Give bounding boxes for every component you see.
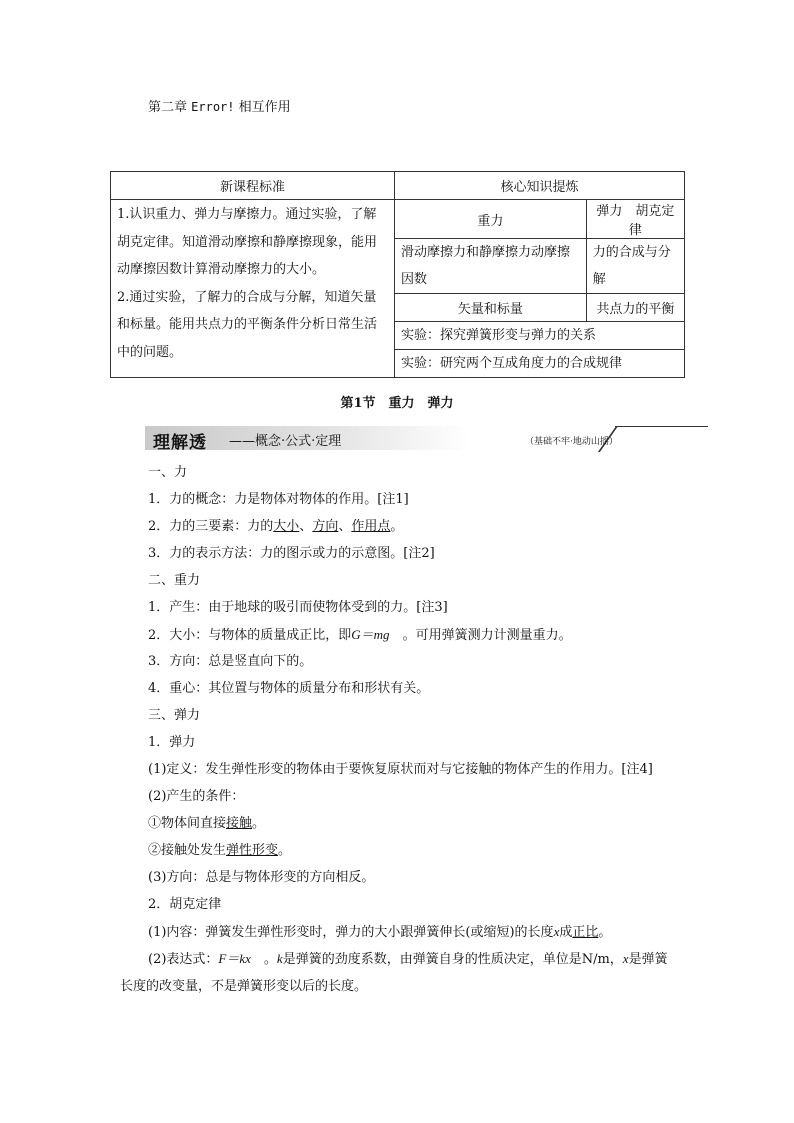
content-body [120,459,680,1000]
text: 。 [278,843,292,858]
text: 2．大小：与物体的质量成正比，即 [148,628,352,643]
text: ②接触处发生 [148,843,227,858]
gravity-magnitude [120,621,680,648]
variable: k [276,951,283,966]
knowledge-friction: 滑动摩擦力和静摩擦力动摩擦因数 [395,239,587,294]
chapter-title [148,96,291,115]
text: 正比 [572,925,599,940]
knowledge-composition: 力的合成与分解 [586,239,684,294]
text: 弹性形变 [226,843,279,858]
text: 方向 [312,519,339,534]
gravity-direction: 3．方向：总是竖直向下的。 [148,654,313,669]
section-title: 第1节 重力 弹力 [340,396,454,411]
text: 接触 [226,816,253,831]
formula: G＝mg [351,627,390,642]
variable: x [622,951,629,966]
formula: F＝kx [218,951,251,966]
gravity-origin: 1．产生：由于地球的吸引而使物体受到的力。[注3] [148,600,448,615]
variable: x [553,924,560,939]
text: ①物体间直接 [148,816,227,831]
gravity-center: 4．重心：其位置与物体的质量分布和形状有关。 [148,681,430,696]
elastic-conditions: (2)产生的条件： [148,789,245,804]
elastic-title: 1．弹力 [148,735,196,750]
text: 。 [598,925,612,940]
knowledge-experiment-1: 实验：探究弹簧形变与弹力的关系 [395,322,685,350]
knowledge-equilibrium: 共点力的平衡 [586,294,684,322]
banner-main: 理解透 [153,433,207,453]
heading-force: 一、力 [148,465,188,480]
text: (1)内容：弹簧发生弹性形变时，弹力的大小跟弹簧伸长(或缩短)的长度 [148,925,554,940]
knowledge-vector: 矢量和标量 [395,294,587,322]
text: (1)定义：发生弹性形变的物体由于要恢复原状而对与它接触的物体产生的作用力。[注4] [148,762,653,777]
text: 是弹簧的劲度系数，由弹簧自身的性质决定，单位是N/m， [282,952,623,967]
text: 。可用弹簧测力计测量重力。 [389,628,572,643]
hooke-content [120,918,680,945]
chapter-prefix: 第二章 [148,100,188,115]
knowledge-elastic: 弹力 胡克定律 [586,200,684,239]
text: (2)表达式： [148,952,219,967]
hooke-expression [120,945,680,1000]
text: 。 [252,816,266,831]
heading-gravity: 二、重力 [148,573,201,588]
text: 。 [390,519,404,534]
text: 、 [299,519,313,534]
knowledge-experiment-2: 实验：研究两个互成角度力的合成规律 [395,350,685,378]
text: 是弹簧长度的改变量，不是弹簧形变以后的长度。 [120,952,668,994]
condition-deformation [120,837,680,864]
elastic-direction: (3)方向：总是与物体形变的方向相反。 [148,870,375,885]
text: 2．力的三要素：力的 [148,519,274,534]
banner-line [615,426,708,427]
force-representation: 3．力的表示方法：力的图示或力的示意图。[注2] [148,546,435,561]
section-banner [145,426,708,451]
text: 作用点 [351,519,391,534]
force-elements [120,513,680,540]
banner-sub: ——概念·公式·定理 [229,434,342,449]
chapter-error: Error! [191,100,235,114]
elastic-definition [120,756,680,783]
chapter-suffix: 相互作用 [238,100,291,115]
curriculum-table [110,171,685,378]
text: 大小 [273,519,300,534]
knowledge-gravity: 重力 [395,200,587,239]
table-head-left: 新课程标准 [111,172,395,200]
standard-1: 1.认识重力、弹力与摩擦力。通过实验，了解胡克定律。知道滑动摩擦和静摩擦现象，能用动摩擦因数计算滑动摩擦力的大小。 [117,207,378,277]
force-concept: 1．力的概念：力是物体对物体的作用。[注1] [148,492,409,507]
heading-elastic: 三、弹力 [148,708,201,723]
standards-cell [111,200,395,378]
standard-2: 2.通过实验，了解力的合成与分解，知道矢量和标量。能用共点力的平衡条件分析日常生活中的问题。 [117,289,378,360]
hooke-title: 2．胡克定律 [148,897,222,912]
text: 。 [250,952,277,967]
condition-contact [120,810,680,837]
text: 、 [338,519,352,534]
text: 成 [559,925,573,940]
table-head-right: 核心知识提炼 [395,172,685,200]
banner-hint: （基础不牢·地动山摇） [525,437,618,447]
